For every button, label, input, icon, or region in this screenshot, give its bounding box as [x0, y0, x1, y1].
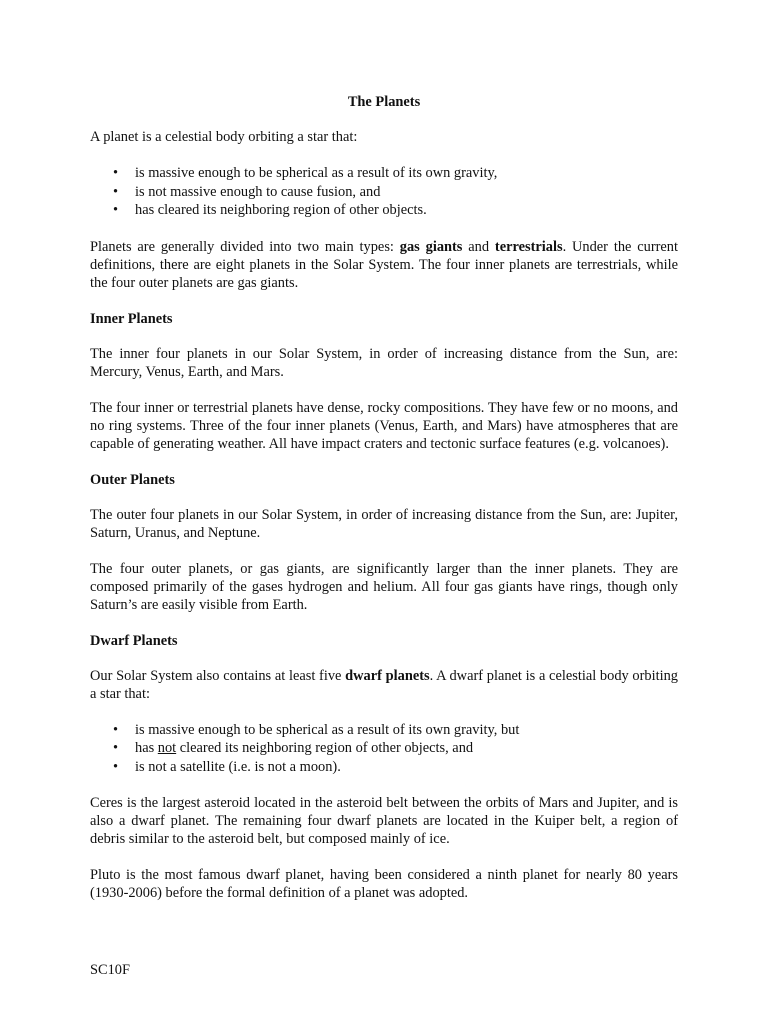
inner-planets-paragraph-2: The four inner or terrestrial planets have dense, rocky compositions. They have few or no moons, and no ring systems. Three of the four inner planets (Venus, Earth, and Mars) have atmospheres that are capable of generating weather. All have impact craters and tectonic surface features (e.g. volcanoes).	[90, 399, 678, 452]
document-body	[90, 93, 678, 920]
gas-giants-term: gas giants	[399, 238, 463, 255]
list-item: • is massive enough to be spherical as a result of its own gravity, but	[113, 721, 520, 738]
outer-planets-paragraph-2: The four outer planets, or gas giants, are significantly larger than the inner planets. They are composed primarily of the gases hydrogen and helium. All four gas giants have rings, though only Saturn’s are easily visible from Earth.	[90, 560, 678, 613]
page-title: The Planets	[347, 94, 421, 110]
outer-planets-heading: Outer Planets	[90, 471, 175, 488]
list-item: • is not massive enough to cause fusion, and	[113, 183, 381, 200]
terrestrials-term: terrestrials	[494, 238, 563, 255]
list-item: • has cleared its neighboring region of other objects.	[113, 202, 427, 218]
bullet-icon: •	[113, 740, 119, 756]
outer-planets-paragraph-1: The outer four planets in our Solar System, in order of increasing distance from the Sun, are: Jupiter, Saturn, Uranus, and Neptune.	[90, 506, 678, 541]
dwarf-planets-intro: Our Solar System also contains at least five dwarf planets. A dwarf planet is a celestial body orbiting a star that:	[90, 667, 678, 702]
intro-paragraph: A planet is a celestial body orbiting a star that:	[90, 129, 358, 145]
list-item: • has not cleared its neighboring region of other objects, and	[113, 740, 474, 756]
pluto-paragraph: Pluto is the most famous dwarf planet, having been considered a ninth planet for nearly 80 years (1930-2006) before the formal definition of a planet was adopted.	[90, 867, 678, 901]
dwarf-planets-heading: Dwarf Planets	[90, 632, 178, 649]
inner-planets-paragraph-1: The inner four planets in our Solar System, in order of increasing distance from the Sun, are: Mercury, Venus, Earth, and Mars.	[90, 345, 678, 380]
bullet-icon: •	[113, 183, 119, 200]
dwarf-planets-term: dwarf planets	[345, 667, 430, 684]
ceres-paragraph: Ceres is the largest asteroid located in the asteroid belt between the orbits of Mars and Jupiter, and is also a dwarf planet. The remaining four dwarf planets are located in the Kuiper belt, a region of debris similar to the asteroid belt, but composed mainly of ice.	[90, 795, 678, 847]
bullet-icon: •	[113, 758, 119, 775]
bullet-icon: •	[113, 721, 119, 738]
inner-planets-heading: Inner Planets	[90, 310, 173, 327]
list-item: • is not a satellite (i.e. is not a moon).	[113, 758, 341, 775]
list-item: • is massive enough to be spherical as a result of its own gravity,	[113, 165, 498, 181]
bullet-icon: •	[113, 165, 119, 181]
planet-criteria-list	[90, 164, 678, 220]
underlined-not: not	[157, 740, 177, 756]
dwarf-criteria-list	[90, 721, 678, 777]
bullet-icon: •	[113, 202, 119, 218]
planet-types-paragraph: Planets are generally divided into two main types: gas giants and terrestrials. Under the current definitions, there are eight planets in the Solar System. The four inner planets are terrestrials, while the four outer planets are gas giants.	[90, 238, 679, 291]
page-footer: SC10F	[90, 962, 130, 978]
